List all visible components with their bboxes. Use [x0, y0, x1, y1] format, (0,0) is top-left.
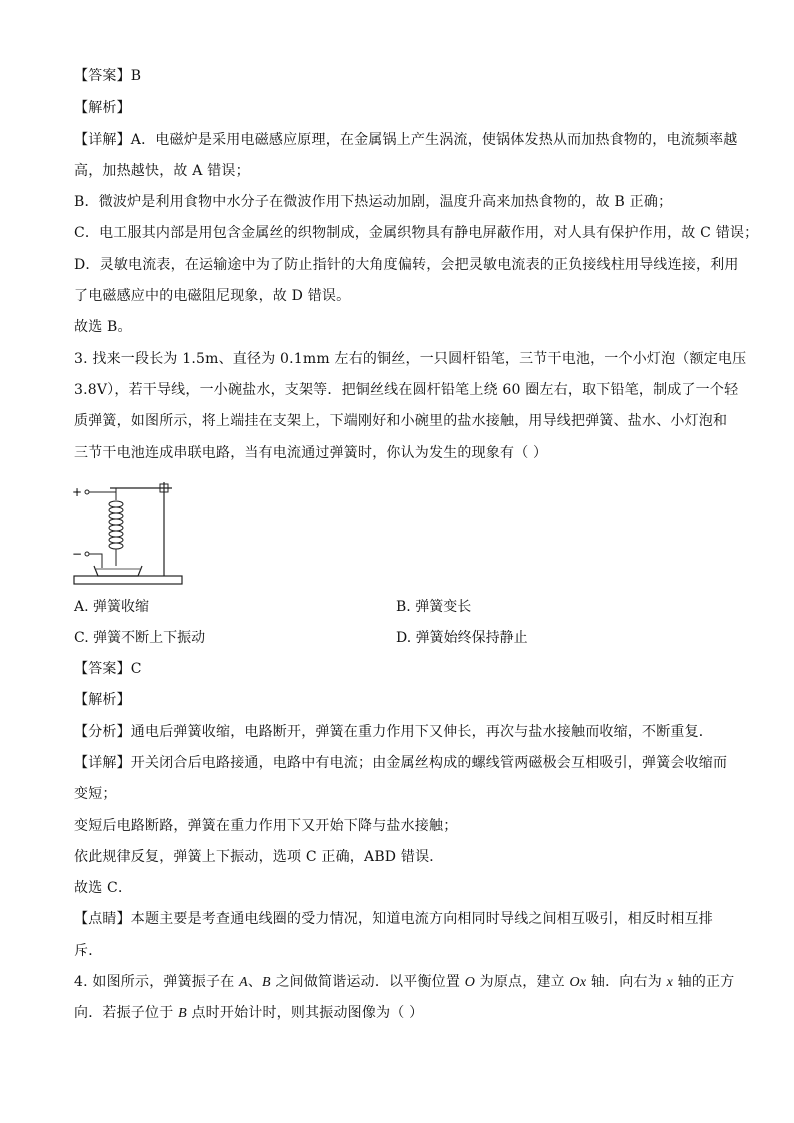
q3-analysis-heading: 【解析】 — [74, 692, 131, 708]
q4-text: 轴的正方 — [672, 974, 735, 990]
q4-axis-ox: Ox — [569, 975, 587, 990]
q2-option-d-explanation-line-1: D．灵敏电流表，在运输途中为了防止指针的大角度偏转，会把灵敏电流表的正负接线柱用导线连接，利用 — [74, 257, 739, 273]
q3-detail-line-3: 变短后电路断路，弹簧在重力作用下又开始下降与盐水接触； — [74, 818, 458, 834]
q4-point-o: O — [464, 975, 476, 990]
q4-text: 之间做简谐运动．以平衡位置 — [270, 974, 465, 990]
q4-text: 向．若振子位于 — [74, 1005, 179, 1021]
plus-terminal — [85, 490, 89, 494]
q3-option-c: C. 弹簧不断上下振动 — [74, 630, 206, 646]
q2-option-b-explanation: B．微波炉是利用食物中水分子在微波作用下热运动加剧，温度升高来加热食物的，故 B 正确； — [74, 194, 673, 210]
plus-terminal-label: + — [72, 485, 83, 499]
q3-answer: 【答案】C — [74, 661, 142, 677]
q4-point-a: A — [239, 975, 248, 990]
q2-detail-line-2: 高，加热越快，故 A 错误； — [74, 163, 250, 179]
q3-fenxi: 【分析】通电后弹簧收缩，电路断开，弹簧在重力作用下又伸长，再次与盐水接触而收缩，不断重复． — [74, 724, 713, 740]
q3-option-b: B. 弹簧变长 — [396, 599, 472, 615]
q4-text: 为原点，建立 — [475, 974, 570, 990]
q4-text: 轴．向右为 — [586, 974, 667, 990]
q3-dianjing-line-1: 【点睛】本题主要是考查通电线圈的受力情况，知道电流方向相同时导线之间相互吸引，相反时相互排 — [74, 911, 713, 927]
q3-stem-line-3: 质弹簧，如图所示，将上端挂在支架上，下端刚好和小碗里的盐水接触，用导线把弹簧、盐水、小灯泡和 — [74, 413, 728, 429]
q3-stem-line-1: 3. 找来一段长为 1.5m、直径为 0.1mm 左右的铜丝，一只圆杆铅笔，三节干电池，一个小灯泡（额定电压 — [74, 351, 747, 367]
spring-apparatus-figure — [74, 480, 184, 586]
q4-text: 4. 如图所示，弹簧振子在 — [74, 974, 240, 990]
bottom-wire — [89, 554, 102, 568]
q4-axis-x: x — [666, 975, 673, 990]
saltwater-bowl — [94, 566, 142, 576]
spring-coil — [109, 501, 123, 549]
q4-stem-line-1 — [74, 972, 735, 993]
stand-base — [74, 576, 182, 584]
q4-text: 、 — [247, 974, 263, 990]
q3-option-a: A. 弹簧收缩 — [74, 599, 150, 615]
document-page — [72, 0, 759, 1123]
q3-detail-line-4: 依此规律反复，弹簧上下振动，选项 C 正确，ABD 错误． — [74, 849, 444, 865]
q4-text: 点时开始计时，则其振动图像为（ ） — [186, 1005, 424, 1021]
q3-conclusion: 故选 C． — [74, 880, 133, 896]
q2-answer: 【答案】B — [74, 68, 142, 84]
q2-option-c-explanation: C．电工服其内部是用包含金属丝的织物制成，金属织物具有静电屏蔽作用，对人具有保护作用，故 C 错误； — [74, 225, 759, 241]
q4-point-b: B — [262, 975, 271, 990]
q2-option-d-explanation-line-2: 了电磁感应中的电磁阻尼现象，故 D 错误。 — [74, 288, 351, 304]
q3-option-d: D. 弹簧始终保持静止 — [396, 630, 528, 646]
q4-stem-line-2 — [74, 1003, 724, 1024]
q2-conclusion: 故选 B。 — [74, 319, 132, 335]
minus-terminal-label: − — [72, 547, 83, 561]
q3-detail-line-2: 变短； — [74, 786, 117, 802]
q2-detail-line-1: 【详解】A．电磁炉是采用电磁感应原理，在金属锅上产生涡流，使锅体发热从而加热食物的，电流频率越 — [74, 132, 738, 148]
q3-dianjing-line-2: 斥． — [74, 943, 103, 959]
minus-terminal — [85, 552, 89, 556]
q3-stem-line-4: 三节干电池连成串联电路，当有电流通过弹簧时，你认为发生的现象有（ ） — [74, 445, 548, 461]
q2-analysis-heading: 【解析】 — [74, 100, 131, 116]
q3-detail-line-1: 【详解】开关闭合后电路接通，电路中有电流；由金属丝构成的螺线管两磁极会互相吸引，弹簧会收缩而 — [74, 755, 728, 771]
top-wire — [89, 492, 116, 500]
q4-point-b: B — [178, 1006, 187, 1021]
q3-stem-line-2: 3.8V），若干导线，一小碗盐水，支架等．把铜丝线在圆杆铅笔上绕 60 圈左右，取下铅笔，制成了一个轻 — [74, 382, 739, 398]
